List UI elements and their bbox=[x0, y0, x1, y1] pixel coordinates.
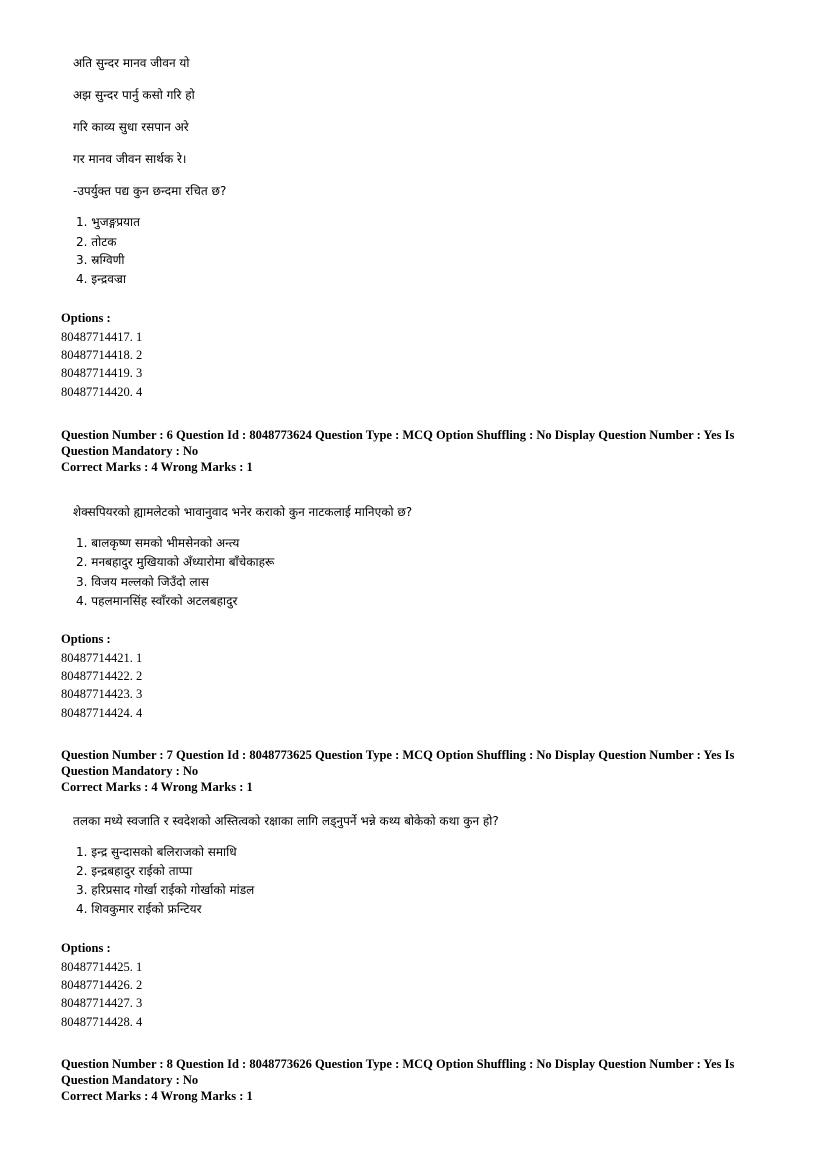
choice-item: 1. भुजङ्गप्रयात bbox=[76, 215, 140, 229]
options-label: Options : bbox=[61, 632, 111, 646]
choice-item: 1. बालकृष्ण समको भीमसेनको अन्त्य bbox=[76, 536, 240, 550]
choice-item: 4. पहलमानसिंह स्वाँरको अटलबहादुर bbox=[76, 594, 238, 608]
choice-item: 3. विजय मल्लको जिउँदो लास bbox=[76, 575, 209, 589]
choice-item: 4. शिवकुमार राईको फ्रन्टियर bbox=[76, 902, 202, 916]
question-mandatory: Question Mandatory : No bbox=[61, 764, 199, 778]
question-mandatory: Question Mandatory : No bbox=[61, 444, 199, 458]
poem-line: अति सुन्दर मानव जीवन यो bbox=[73, 56, 190, 70]
question-header-line: Question Number : 7 Question Id : 8048773625 Question Type : MCQ Option Shuffling : No Display Question Number : Yes Is bbox=[61, 748, 735, 762]
option-id: 80487714419. 3 bbox=[61, 366, 143, 380]
question-header-line: Question Number : 6 Question Id : 8048773624 Question Type : MCQ Option Shuffling : No Display Question Number : Yes Is bbox=[61, 428, 735, 442]
option-id: 80487714428. 4 bbox=[61, 1015, 143, 1029]
question-header bbox=[61, 427, 761, 475]
option-id: 80487714421. 1 bbox=[61, 651, 143, 665]
question-mandatory: Question Mandatory : No bbox=[61, 1073, 199, 1087]
question-text: शेक्सपियरको ह्यामलेटको भावानुवाद भनेर कराको कुन नाटकलाई मानिएको छ? bbox=[73, 505, 413, 519]
question-text: तलका मध्ये स्वजाति र स्वदेशको अस्तित्वको रक्षाका लागि लड्नुपर्ने भन्ने कथ्य बोकेको कथा कुन हो? bbox=[73, 814, 499, 828]
option-id: 80487714420. 4 bbox=[61, 385, 143, 399]
question-header bbox=[61, 1056, 761, 1104]
poem-question: -उपर्युक्त पद्य कुन छन्दमा रचित छ? bbox=[73, 184, 227, 198]
option-id: 80487714424. 4 bbox=[61, 706, 143, 720]
question-header-line: Question Number : 8 Question Id : 8048773626 Question Type : MCQ Option Shuffling : No Display Question Number : Yes Is bbox=[61, 1057, 735, 1071]
choice-item: 2. मनबहादुर मुखियाको अँध्यारोमा बाँचेकाहरू bbox=[76, 555, 275, 569]
choice-item: 3. स्रग्विणी bbox=[76, 253, 125, 267]
poem-line: अझ सुन्दर पार्नु कसो गरि हो bbox=[73, 88, 195, 102]
option-id: 80487714418. 2 bbox=[61, 348, 143, 362]
option-id: 80487714422. 2 bbox=[61, 669, 143, 683]
option-id: 80487714423. 3 bbox=[61, 687, 143, 701]
question-marks: Correct Marks : 4 Wrong Marks : 1 bbox=[61, 780, 253, 794]
choice-item: 4. इन्द्रवज्रा bbox=[76, 272, 126, 286]
poem-line: गरि काव्य सुधा रसपान अरे bbox=[73, 120, 189, 134]
option-id: 80487714427. 3 bbox=[61, 996, 143, 1010]
option-id: 80487714417. 1 bbox=[61, 330, 143, 344]
question-header bbox=[61, 747, 761, 795]
option-id: 80487714426. 2 bbox=[61, 978, 143, 992]
options-label: Options : bbox=[61, 941, 111, 955]
question-marks: Correct Marks : 4 Wrong Marks : 1 bbox=[61, 460, 253, 474]
question-marks: Correct Marks : 4 Wrong Marks : 1 bbox=[61, 1089, 253, 1103]
choice-item: 3. हरिप्रसाद गोर्खा राईको गोर्खाको मांडल bbox=[76, 883, 255, 897]
option-id: 80487714425. 1 bbox=[61, 960, 143, 974]
options-label: Options : bbox=[61, 311, 111, 325]
poem-line: गर मानव जीवन सार्थक रे। bbox=[73, 152, 187, 166]
choice-item: 2. इन्द्रबहादुर राईको ताप्पा bbox=[76, 864, 193, 878]
choice-item: 1. इन्द्र सुन्दासको बलिराजको समाधि bbox=[76, 845, 237, 859]
choice-item: 2. तोटक bbox=[76, 235, 117, 249]
